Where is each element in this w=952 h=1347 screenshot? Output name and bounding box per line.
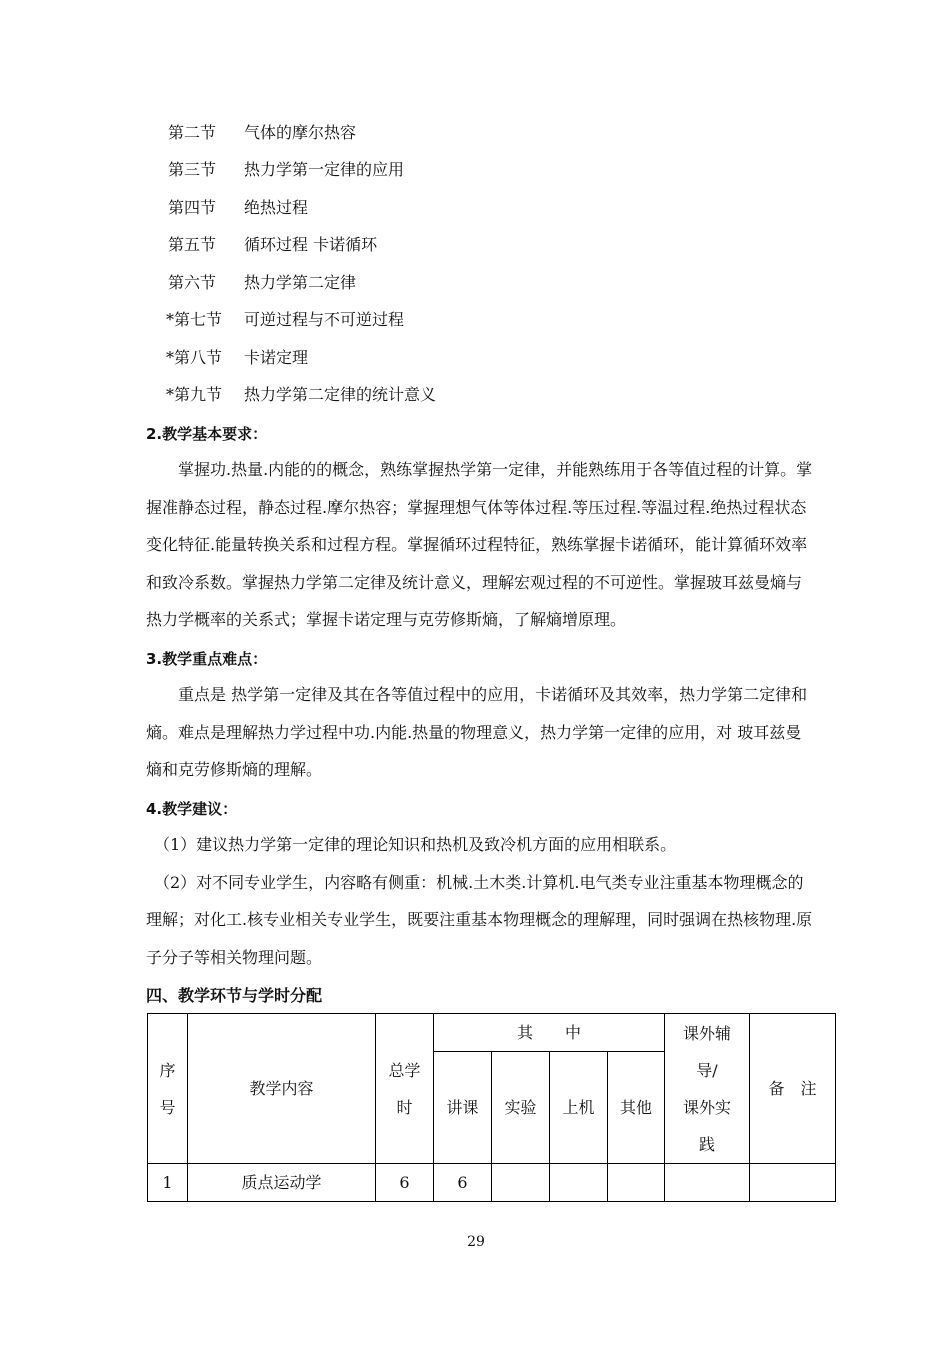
table-row (148, 1164, 836, 1202)
toc-number: *第七节 (166, 310, 223, 329)
section-heading: 4.教学建议： (146, 800, 238, 818)
header-computer: 上机 (550, 1052, 608, 1164)
cell-computer (550, 1164, 608, 1202)
header-extra: 课外辅 导/ 课外实 践 (665, 1014, 750, 1164)
header-seq: 序 号 (148, 1014, 188, 1164)
section-paragraph (146, 451, 842, 639)
paragraph-line: 变化特征.能量转换关系和过程方程。掌握循环过程特征，熟练掌握卡诺循环，能计算循环效率 (146, 535, 808, 554)
paragraph-line: 握准静态过程，静态过程.摩尔热容；掌握理想气体等体过程.等压过程.等温过程.绝热过程状态 (146, 497, 807, 517)
toc-number: 第五节 (168, 235, 217, 254)
toc-item (168, 198, 308, 218)
header-other: 其他 (608, 1052, 665, 1164)
paragraph-line: 熵和克劳修斯熵的理解。 (146, 760, 323, 779)
paragraph-line: 理解；对化工.核专业相关专业学生，既要注重基本物理概念的理解理，同时强调在热核物理.原 (146, 910, 813, 929)
toc-number: 第二节 (168, 123, 217, 142)
toc-title: 气体的摩尔热容 (244, 123, 357, 142)
paragraph-line: 掌握功.热量.内能的的概念，熟练掌握热学第一定律，并能熟练用于各等值过程的计算。掌 (146, 460, 813, 479)
section-heading: 3.教学重点难点： (146, 650, 268, 668)
header-remark: 备 注 (750, 1014, 836, 1164)
header-lecture: 讲课 (434, 1052, 492, 1164)
cell-content: 质点运动学 (188, 1164, 376, 1202)
section-paragraph (146, 676, 842, 789)
page-number: 29 (467, 1234, 485, 1250)
toc-title: 热力学第二定律 (244, 273, 357, 292)
toc-title: 卡诺定理 (244, 348, 309, 367)
section-paragraph (146, 826, 842, 976)
paragraph-line: 熵。难点是理解热力学过程中功.内能.热量的物理意义，热力学第一定律的应用，对 玻耳兹曼 (146, 722, 802, 742)
toc-item (166, 385, 436, 405)
header-total-hours: 总学 时 (376, 1014, 434, 1164)
toc-title: 热力学第一定律的应用 (244, 160, 405, 179)
header-among: 其 中 (434, 1014, 665, 1052)
toc-number: 第四节 (168, 198, 217, 217)
header-experiment: 实验 (492, 1052, 550, 1164)
toc-item (168, 235, 377, 255)
toc-number: *第八节 (166, 348, 223, 367)
toc-item (168, 273, 356, 293)
toc-number: 第六节 (168, 273, 217, 292)
paragraph-line: 子分子等相关物理问题。 (146, 947, 323, 967)
section-heading: 2.教学基本要求： (146, 425, 268, 443)
toc-number: 第三节 (168, 160, 217, 179)
paragraph-line: 重点是 热学第一定律及其在各等值过程中的应用，卡诺循环及其效率，热力学第二定律和 (146, 685, 808, 704)
toc-title: 热力学第二定律的统计意义 (244, 385, 437, 404)
toc-title: 绝热过程 (244, 198, 309, 217)
cell-seq: 1 (148, 1164, 188, 1202)
paragraph-line: （1）建议热力学第一定律的理论知识和热机及致冷机方面的应用相联系。 (146, 835, 677, 854)
cell-extra (665, 1164, 750, 1202)
paragraph-line: 热力学概率的关系式；掌握卡诺定理与克劳修斯熵，了解熵增原理。 (146, 610, 627, 629)
cell-lecture: 6 (434, 1164, 492, 1202)
toc-item (168, 160, 404, 180)
cell-total: 6 (376, 1164, 434, 1202)
cell-experiment (492, 1164, 550, 1202)
cell-remark (750, 1164, 836, 1202)
schedule-table (147, 1013, 836, 1202)
toc-item (166, 310, 404, 330)
toc-title: 可逆过程与不可逆过程 (244, 310, 405, 329)
toc-item (168, 123, 356, 143)
toc-title: 循环过程 卡诺循环 (244, 235, 378, 254)
table-heading: 四、教学环节与学时分配 (146, 986, 323, 1005)
paragraph-line: 和致冷系数。掌握热力学第二定律及统计意义，理解宏观过程的不可逆性。掌握玻耳兹曼熵与 (146, 572, 803, 592)
toc-number: *第九节 (166, 385, 223, 404)
paragraph-line: （2）对不同专业学生，内容略有侧重：机械.土木类.计算机.电气类专业注重基本物理概念的 (146, 872, 804, 892)
toc-item (166, 348, 308, 368)
header-content: 教学内容 (188, 1014, 376, 1164)
cell-other (608, 1164, 665, 1202)
